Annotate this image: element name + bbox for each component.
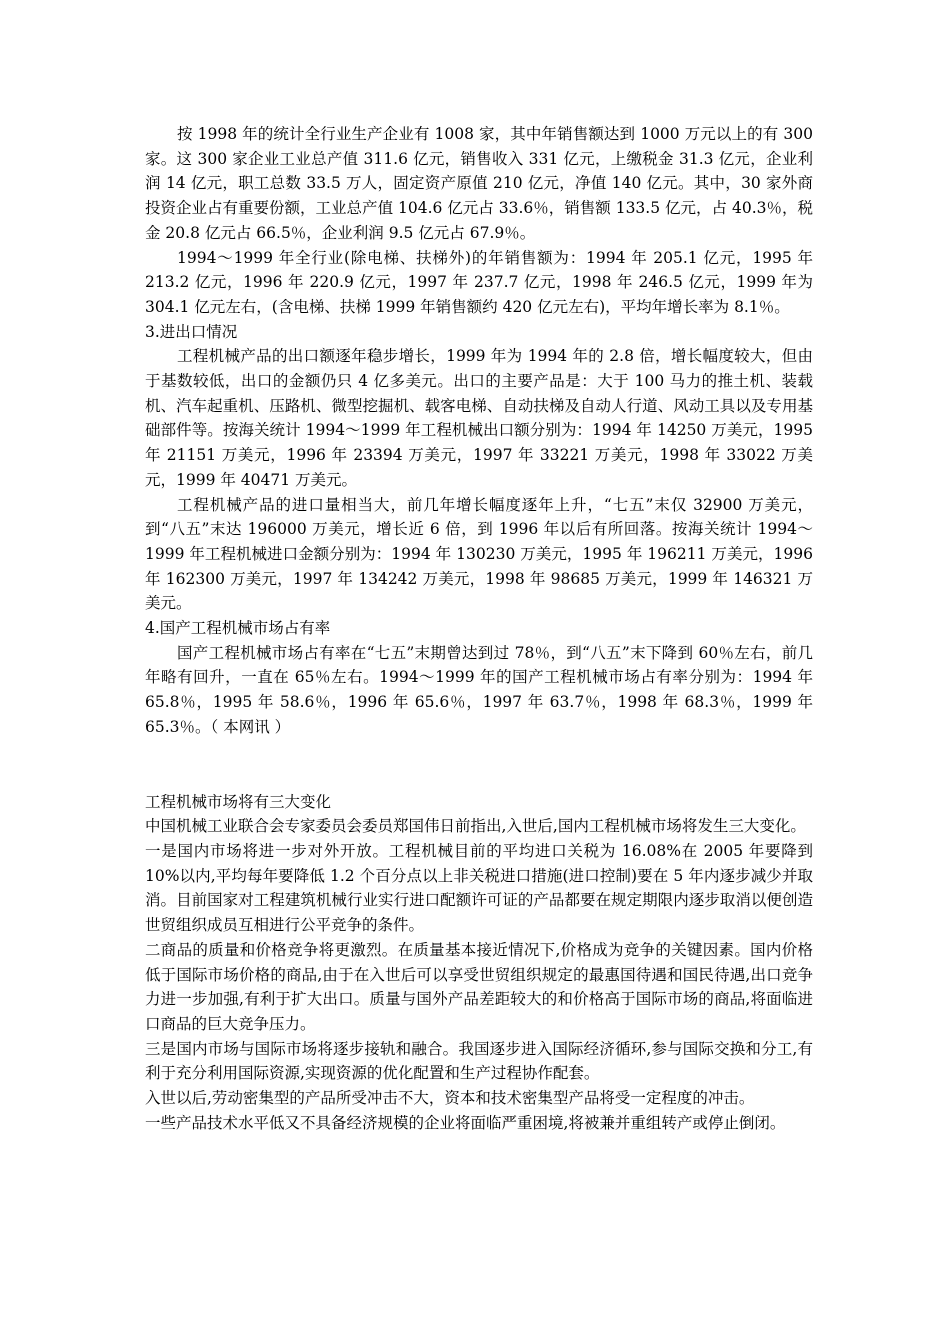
section-heading-import-export: 3.进出口情况: [145, 322, 238, 341]
article-title: 工程机械市场将有三大变化: [145, 792, 332, 811]
annual-sales-paragraph: 1994～1999 年全行业(除电梯、扶梯外)的年销售额为：1994 年 205.1 亿元，1995 年 213.2 亿元，1996 年 220.9 亿元，1997 年 237.7 亿元，1998 年 246.5 亿元，1999 年为 304.1 亿元左右，(含电梯、扶梯 1999 年销售额约 420 亿元左右)，平均年增长率为 8.1％。: [145, 248, 813, 316]
change-three-paragraph: 三是国内市场与国际市场将逐步接轨和融合。我国逐步进入国际经济循环,参与国际交换和分工,有利于充分利用国际资源,实现资源的优化配置和生产过程协作配套。: [145, 1039, 813, 1083]
export-paragraph: 工程机械产品的出口额逐年稳步增长，1999 年为 1994 年的 2.8 倍，增长幅度较大，但由于基数较低，出口的金额仍只 4 亿多美元。出口的主要产品是：大于 100 马力的推土机、装载机、汽车起重机、压路机、微型挖掘机、载客电梯、自动扶梯及自动人行道、风动工具以及专用基础部件等。按海关统计 1994～1999 年工程机械出口额分别为：1994 年 14250 万美元，1995 年 21151 万美元，1996 年 23394 万美元，1997 年 33221 万美元，1998 年 33022 万美元，1999 年 40471 万美元。: [145, 347, 813, 489]
import-paragraph: 工程机械产品的进口量相当大，前几年增长幅度逐年上升，“七五”末仅 32900 万美元，到“八五”末达 196000 万美元，增长近 6 倍，到 1996 年以后有所回落。按海关统计 1994～1999 年工程机械进口金额分别为：1994 年 130230 万美元，1995 年 196211 万美元，1996 年 162300 万美元，1997 年 134242 万美元，1998 年 98685 万美元，1999 年 146321 万美元。: [145, 495, 813, 613]
section-gap: [145, 740, 813, 790]
closing-paragraph-two: 一些产品技术水平低又不具备经济规模的企业将面临严重困境,将被兼并重组转产或停止倒闭。: [145, 1113, 786, 1132]
change-one-paragraph: 一是国内市场将进一步对外开放。工程机械目前的平均进口关税为 16.08%在 2005 年要降到 10%以内,平均每年要降低 1.2 个百分点以上非关税进口措施(进口控制)要在 5 年内逐步减少并取消。目前国家对工程建筑机械行业实行进口配额许可证的产品都要在规定期限内逐步取消以便创造世贸组织成员互相进行公平竞争的条件。: [145, 841, 813, 935]
document-body: [145, 122, 813, 1135]
closing-paragraph-one: 入世以后,劳动密集型的产品所受冲击不大，资本和技术密集型产品将受一定程度的冲击。: [145, 1089, 755, 1108]
market-share-paragraph: 国产工程机械市场占有率在“七五”末期曾达到过 78％，到“八五”末下降到 60％左右，前几年略有回升，一直在 65％左右。1994～1999 年的国产工程机械市场占有率分别为：1994 年 65.8％，1995 年 58.6％，1996 年 65.6％，1997 年 63.7％，1998 年 68.3％，1999 年 65.3％。（ 本网讯 ）: [145, 643, 813, 736]
article-lead-paragraph: 中国机械工业联合会专家委员会委员郑国伟日前指出,入世后,国内工程机械市场将发生三大变化。: [145, 817, 806, 836]
industry-stats-paragraph: 按 1998 年的统计全行业生产企业有 1008 家，其中年销售额达到 1000 万元以上的有 300 家。这 300 家企业工业总产值 311.6 亿元，销售收入 331 亿元，上缴税金 31.3 亿元，企业利润 14 亿元，职工总数 33.5 万人，固定资产原值 210 亿元，净值 140 亿元。其中，30 家外商投资企业占有重要份额，工业总产值 104.6 亿元占 33.6％，销售额 133.5 亿元，占 40.3％，税金 20.8 亿元占 66.5％，企业利润 9.5 亿元占 67.9％。: [145, 125, 813, 242]
change-two-paragraph: 二商品的质量和价格竞争将更激烈。在质量基本接近情况下,价格成为竞争的关键因素。国内价格低于国际市场价格的商品,由于在入世后可以享受世贸组织规定的最惠国待遇和国民待遇,出口竞争力进一步加强,有利于扩大出口。质量与国外产品差距较大的和价格高于国际市场的商品,将面临进口商品的巨大竞争压力。: [145, 940, 813, 1033]
section-heading-market-share: 4.国产工程机械市场占有率: [145, 619, 331, 638]
